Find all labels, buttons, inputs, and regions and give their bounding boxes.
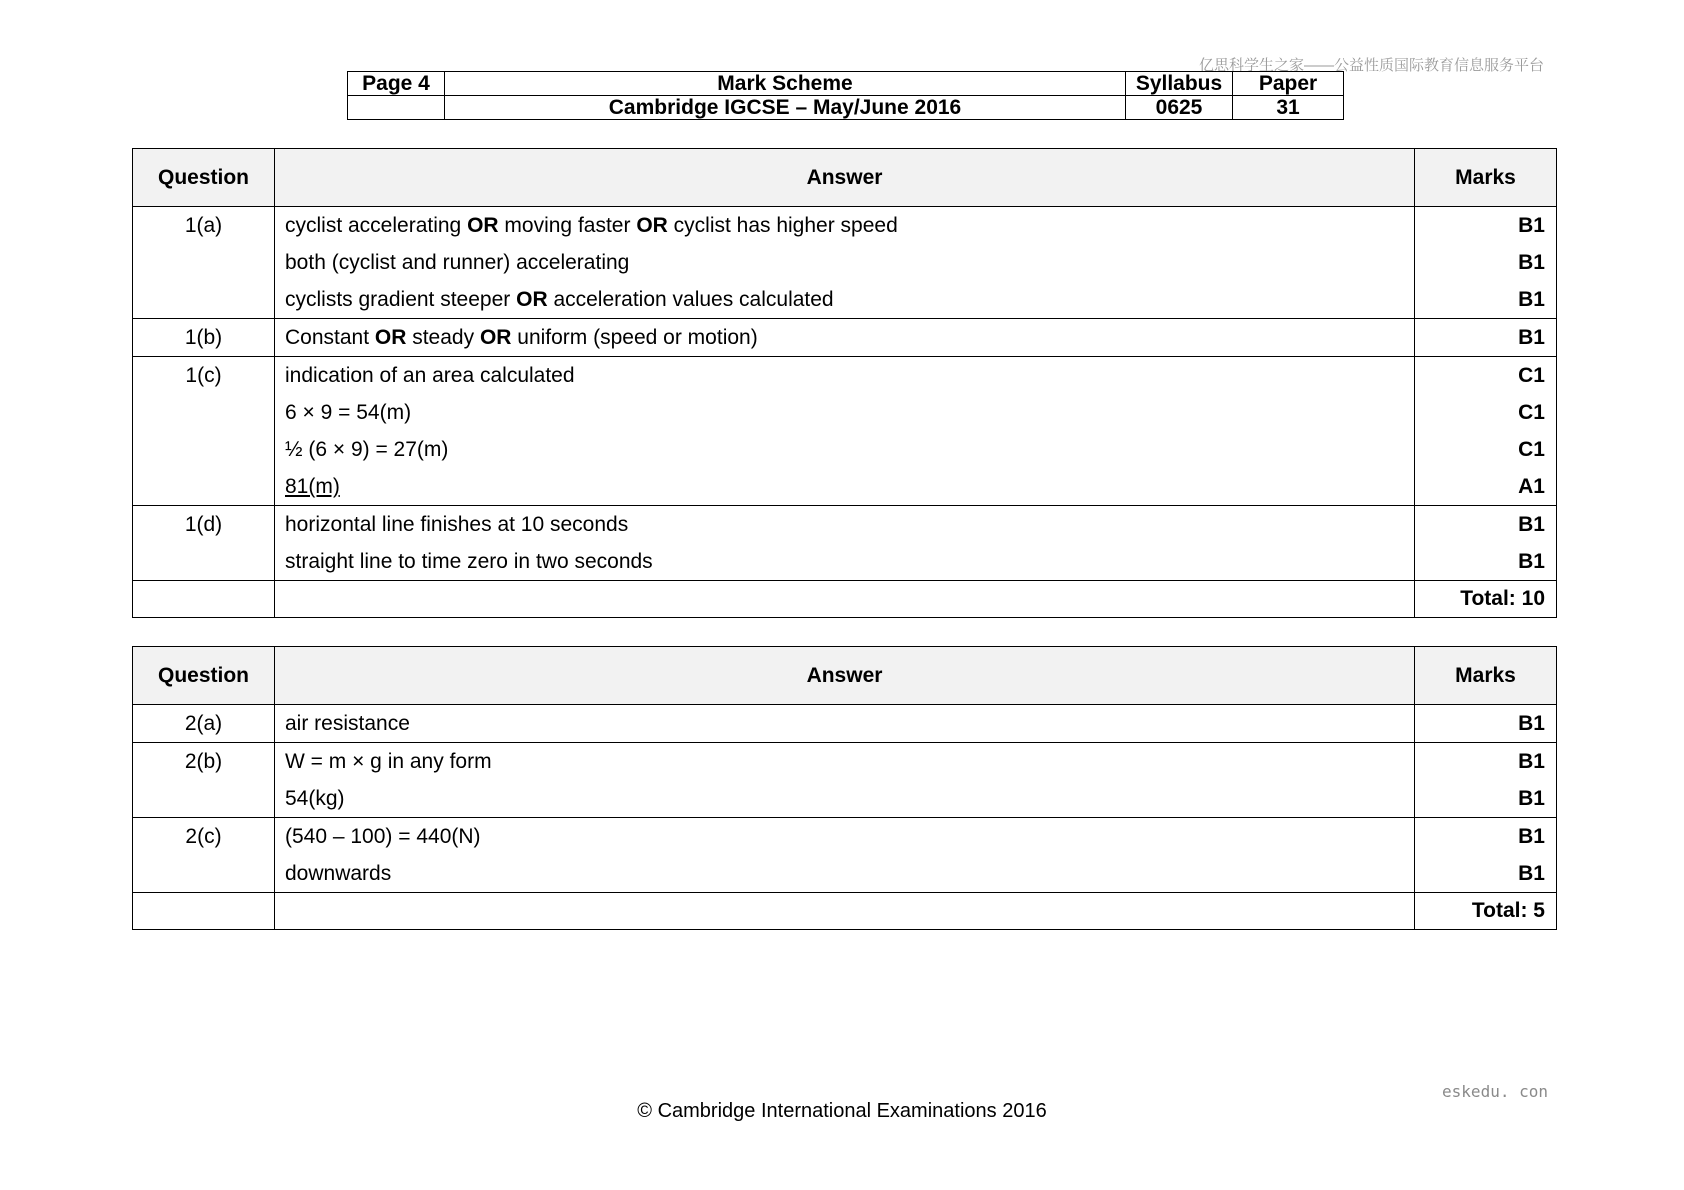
document-title: Mark Scheme xyxy=(445,72,1126,96)
total-row xyxy=(133,893,1557,930)
table-row xyxy=(133,319,1557,357)
answer-or: OR xyxy=(374,326,407,349)
answer-or: OR xyxy=(636,214,668,237)
question-cell xyxy=(133,319,275,357)
mark-code: A1 xyxy=(1518,475,1545,498)
mark-code: B1 xyxy=(1518,288,1545,311)
mark-code: B1 xyxy=(1518,326,1545,349)
marks-cell xyxy=(1415,207,1557,319)
marks-cell xyxy=(1415,319,1557,357)
answer-line: ½ (6 × 9) = 27(m) xyxy=(285,438,449,461)
paper-label: Paper xyxy=(1233,72,1344,96)
marks-cell xyxy=(1415,357,1557,506)
empty-cell xyxy=(133,581,275,618)
answer-text: steady xyxy=(406,326,480,349)
total-marks: Total: 5 xyxy=(1415,893,1557,930)
question-label: 1(a) xyxy=(184,214,223,237)
header-table xyxy=(347,71,1344,120)
empty-cell xyxy=(133,893,275,930)
marks-cell xyxy=(1415,743,1557,818)
question-cell xyxy=(133,506,275,581)
empty-cell xyxy=(275,581,1415,618)
question-label: 1(d) xyxy=(184,513,223,536)
table-row xyxy=(133,357,1557,506)
answer-text: cyclist accelerating xyxy=(285,214,468,237)
table-header-row xyxy=(133,149,1557,207)
question-label: 2(a) xyxy=(184,712,223,735)
mark-scheme-table-q1 xyxy=(132,148,1557,618)
answer-or: OR xyxy=(516,288,548,311)
answer-cell xyxy=(275,743,1415,818)
table-header-row xyxy=(133,647,1557,705)
answer-cell xyxy=(275,705,1415,743)
mark-code: C1 xyxy=(1518,364,1545,387)
answer-line xyxy=(275,207,1414,244)
column-header-answer: Answer xyxy=(275,647,1415,705)
column-header-question: Question xyxy=(133,647,275,705)
mark-code: B1 xyxy=(1518,787,1545,810)
column-header-marks: Marks xyxy=(1415,149,1557,207)
answer-cell xyxy=(275,207,1415,319)
answer-cell xyxy=(275,357,1415,506)
mark-code: B1 xyxy=(1518,513,1545,536)
answer-line: downwards xyxy=(285,862,392,885)
answer-line xyxy=(275,281,1414,318)
mark-scheme-table-q2 xyxy=(132,646,1557,930)
answer-line: 6 × 9 = 54(m) xyxy=(285,401,412,424)
answer-line: both (cyclist and runner) accelerating xyxy=(285,251,630,274)
table-row xyxy=(133,705,1557,743)
answer-text: cyclist has higher speed xyxy=(667,214,898,237)
watermark-text: 亿思科学生之家——公益性质国际教育信息服务平台 xyxy=(1198,57,1544,74)
table-row xyxy=(133,818,1557,893)
total-row xyxy=(133,581,1557,618)
answer-line xyxy=(275,468,1414,505)
answer-text: cyclists gradient steeper xyxy=(285,288,517,311)
mark-code: B1 xyxy=(1518,251,1545,274)
marks-cell xyxy=(1415,705,1557,743)
table-row xyxy=(133,506,1557,581)
answer-text: Constant xyxy=(285,326,375,349)
answer-line: (540 – 100) = 440(N) xyxy=(285,825,481,848)
column-header-answer: Answer xyxy=(275,149,1415,207)
answer-line: air resistance xyxy=(285,712,410,735)
answer-cell xyxy=(275,319,1415,357)
answer-line: 54(kg) xyxy=(285,787,345,810)
question-cell xyxy=(133,743,275,818)
answer-text: uniform (speed or motion) xyxy=(511,326,758,349)
total-marks: Total: 10 xyxy=(1415,581,1557,618)
question-cell xyxy=(133,818,275,893)
answer-line: horizontal line finishes at 10 seconds xyxy=(285,513,629,536)
paper-number: 31 xyxy=(1233,96,1344,120)
table-row xyxy=(133,207,1557,319)
site-watermark: eskedu. con xyxy=(1442,1082,1548,1101)
answer-line: W = m × g in any form xyxy=(285,750,492,773)
mark-code: B1 xyxy=(1518,712,1545,735)
question-cell xyxy=(133,357,275,506)
question-label: 1(c) xyxy=(185,364,222,387)
final-answer: 81(m) xyxy=(285,475,340,498)
answer-line: indication of an area calculated xyxy=(285,364,575,387)
mark-code: B1 xyxy=(1518,550,1545,573)
question-cell xyxy=(133,207,275,319)
empty-cell xyxy=(275,893,1415,930)
mark-code: B1 xyxy=(1518,750,1545,773)
column-header-question: Question xyxy=(133,149,275,207)
answer-text: moving faster xyxy=(498,214,637,237)
answer-cell xyxy=(275,818,1415,893)
question-label: 2(b) xyxy=(184,750,223,773)
empty-cell xyxy=(348,96,445,120)
answer-line: straight line to time zero in two seconds xyxy=(285,550,653,573)
answer-or: OR xyxy=(479,326,512,349)
syllabus-label: Syllabus xyxy=(1126,72,1233,96)
copyright-footer: © Cambridge International Examinations 2016 xyxy=(637,1100,1047,1122)
mark-code: B1 xyxy=(1518,862,1545,885)
marks-cell xyxy=(1415,818,1557,893)
question-label: 2(c) xyxy=(185,825,222,848)
mark-code: C1 xyxy=(1518,438,1545,461)
exam-session: Cambridge IGCSE – May/June 2016 xyxy=(445,96,1126,120)
question-cell xyxy=(133,705,275,743)
answer-line xyxy=(275,319,1414,356)
table-row xyxy=(133,743,1557,818)
answer-text: acceleration values calculated xyxy=(547,288,834,311)
question-label: 1(b) xyxy=(184,326,223,349)
column-header-marks: Marks xyxy=(1415,647,1557,705)
answer-cell xyxy=(275,506,1415,581)
mark-code: C1 xyxy=(1518,401,1545,424)
syllabus-code: 0625 xyxy=(1126,96,1233,120)
mark-code: B1 xyxy=(1518,214,1545,237)
mark-code: B1 xyxy=(1518,825,1545,848)
marks-cell xyxy=(1415,506,1557,581)
page-number: Page 4 xyxy=(348,72,445,96)
answer-or: OR xyxy=(467,214,499,237)
